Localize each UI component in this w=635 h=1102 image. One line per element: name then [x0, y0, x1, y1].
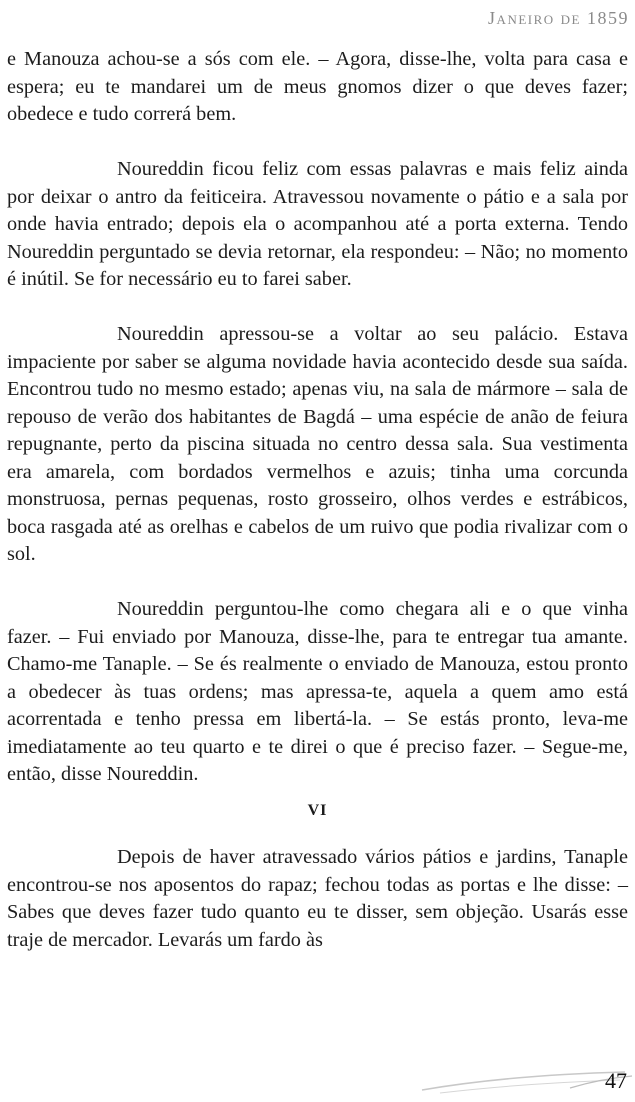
- body-text: [7, 46, 628, 954]
- paragraph: Noureddin perguntou-lhe como chegara ali e o que vinha fazer. – Fui enviado por Manouza, disse-lhe, para te entregar tua amante. Chamo-me Tanaple. – Se és realmente o enviado de Manouza, estou pronto a obedecer às tuas ordens; mas apressa-te, aquela a quem amo está acorrentada e tenho pressa em libertá-la. – Se estás pronto, leva-me imediatamente ao teu quarto e te direi o que é preciso fazer. – Segue-me, então, disse Noureddin.: [7, 598, 628, 785]
- paragraph: Noureddin ficou feliz com essas palavras e mais feliz ainda por deixar o antro da feiticeira. Atravessou novamente o pátio e a sala por onde havia entrado; depois ela o acompanhou até a porta externa. Tendo Noureddin perguntado se devia retornar, ela respondeu: – Não; no momento é inútil. Se for necessário eu to farei saber.: [7, 158, 628, 290]
- paragraph-continued: e Manouza achou-se a sós com ele. – Agora, disse-lhe, volta para casa e espera; eu te mandarei um de meus gnomos dizer o que deves fazer; obedece e tudo correrá bem.: [7, 48, 628, 125]
- paragraph: Noureddin apressou-se a voltar ao seu palácio. Estava impaciente por saber se alguma novidade havia acontecido desde sua saída. Encontrou tudo no mesmo estado; apenas viu, na sala de mármore – sala de repouso de verão dos habitantes de Bagdá – uma espécie de anão de feiura repugnante, perto da piscina situada no centro dessa sala. Sua vestimenta era amarela, com bordados vermelhos e azuis; tinha uma corcunda monstruosa, pernas pequenas, rosto grosseiro, olhos verdes e estrábicos, boca rasgada até as orelhas e cabelos de um ruivo que podia rivalizar com o sol.: [7, 323, 628, 565]
- footer-swash-ornament: [420, 1060, 635, 1102]
- running-header: Janeiro de 1859: [488, 8, 629, 28]
- section-heading: VI: [307, 801, 328, 819]
- page-number: 47: [605, 1068, 627, 1093]
- paragraph: Depois de haver atravessado vários pátios e jardins, Tanaple encontrou-se nos aposentos do rapaz; fechou todas as portas e lhe disse: – Sabes que deves fazer tudo quanto eu te disser, sem objeção. Usarás esse traje de mercador. Levarás um fardo às: [7, 846, 628, 951]
- page-footer: [420, 1060, 635, 1102]
